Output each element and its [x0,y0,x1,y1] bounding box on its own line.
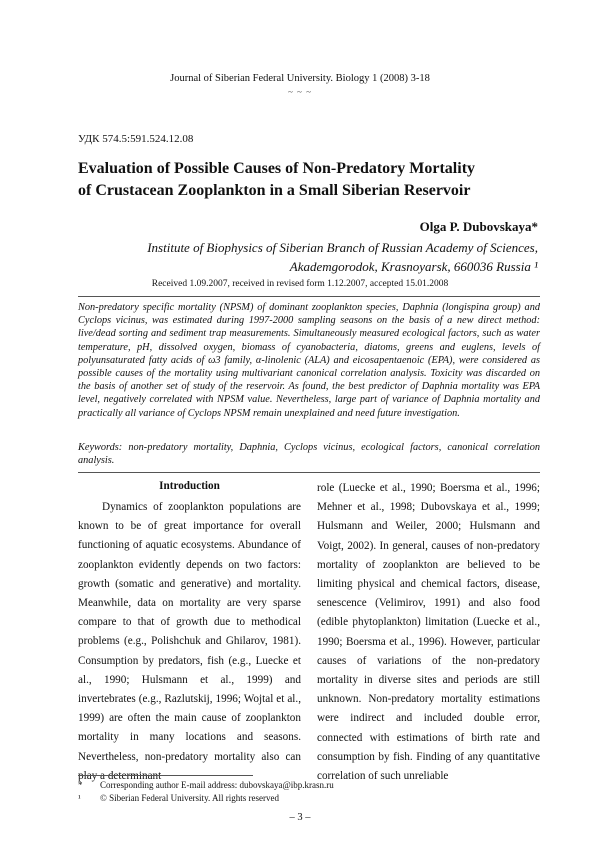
affiliation-line-1: Institute of Biophysics of Siberian Branch of Russian Academy of Sciences, [147,240,538,255]
left-column [78,498,301,786]
intro-paragraph-right: role (Luecke et al., 1990; Boersma et al., 1996; Mehner et al., 1998; Dubovskaya et al., 1999; Hulsmann and Weiler, 2000; Hulsmann and Voigt, 2002). In general, causes of non-predatory mortality of zooplankton are believed to be limiting physical and chemical factors, disease, senescence (Velimirov, 1991) and also food (edible phytoplankton) limitation (Luecke et al., 1990; Boersma et al., 1996). However, particular causes of variations of the non-predatory mortality in diverse sites and periods are still unknown. Non-predatory mortality estimations were indirect and included double error, connected with estimations of birth rate and consumption by fish. Finding of any quantitative correlation of such unreliable [317,482,540,783]
abstract-bottom-rule [78,472,540,473]
author-name: Olga P. Dubovskaya* [419,219,538,234]
header-separator: ~ ~ ~ [287,87,313,97]
abstract-top-rule [78,296,540,297]
introduction-heading: Introduction [159,480,220,492]
right-column [317,479,540,786]
footnote-corresponding [78,780,334,790]
footnote-text: Corresponding author E-mail address: dubovskaya@ibp.krasn.ru [100,780,334,790]
affiliation [98,238,538,276]
title-line-1: Evaluation of Possible Causes of Non-Predatory Mortality [78,160,476,177]
footnote-rule [78,775,253,776]
keywords: Keywords: non-predatory mortality, Daphnia, Cyclops vicinus, ecological factors, canonical correlation analysis. [78,442,540,467]
abstract: Non-predatory specific mortality (NPSM) of dominant zooplankton species, Daphnia (longispina group) and Cyclops vicinus, was estimated during 1997-2000 sampling seasons on the basis of a new direct method: live/dead sorting and sediment trap measurements. Simultaneously measured ecological factors, such as water temperature, pH, dissolved oxygen, biomass of cyanobacteria, diatoms, greens and euglens, levels of polyunsaturated fatty acids of ω3 family, α-linolenic (ALA) and eicosapentaenoic (EPA), were considered as possible causes of the mortality using multivariant canonical correlation analysis. Toxicity was discarded on the basis of another set of study of the reservoir. As found, the best predictor of Daphnia mortality was EPA level, negatively correlated with NPSM value. Nevertheless, large part of variance of Daphnia mortality and practically all variance of Cyclops NPSM remain unexplained and need future investigation. [78,302,540,419]
paper-title [78,158,538,202]
footnote-copyright [78,793,279,803]
page-number: – 3 – [289,812,311,823]
footnote-mark: * [78,780,83,790]
intro-paragraph-left: Dynamics of zooplankton populations are known to be of great importance for overall functioning of aquatic ecosystems. Abundance of zooplankton evidently depends on two factors: growth (somatic and generative) and mortality. Meanwhile, data on mortality are very sparse compare to that of growth due to methodical problems (e.g., Polishchuk and Ghilarov, 1981). Consumption by predators, fish (e.g., Luecke et al., 1990; Hulsmann et al., 1999) and invertebrates (e.g., Razlutskij, 1996; Wojtal et al., 1999) are often the main cause of zooplankton mortality in many locations and seasons. Nevertheless, non-predatory mortality also can play a determinant [78,501,301,782]
journal-header: Journal of Siberian Federal University. Biology 1 (2008) 3-18 [170,73,430,84]
affiliation-line-2: Akademgorodok, Krasnoyarsk, 660036 Russia ¹ [289,259,538,274]
title-line-2: of Crustacean Zooplankton in a Small Siberian Reservoir [78,182,471,199]
footnote-mark: ¹ [78,793,81,803]
received-dates: Received 1.09.2007, received in revised form 1.12.2007, accepted 15.01.2008 [151,279,449,289]
footnote-text: © Siberian Federal University. All rights reserved [100,793,279,803]
udk-code: УДК 574.5:591.524.12.08 [78,133,194,145]
